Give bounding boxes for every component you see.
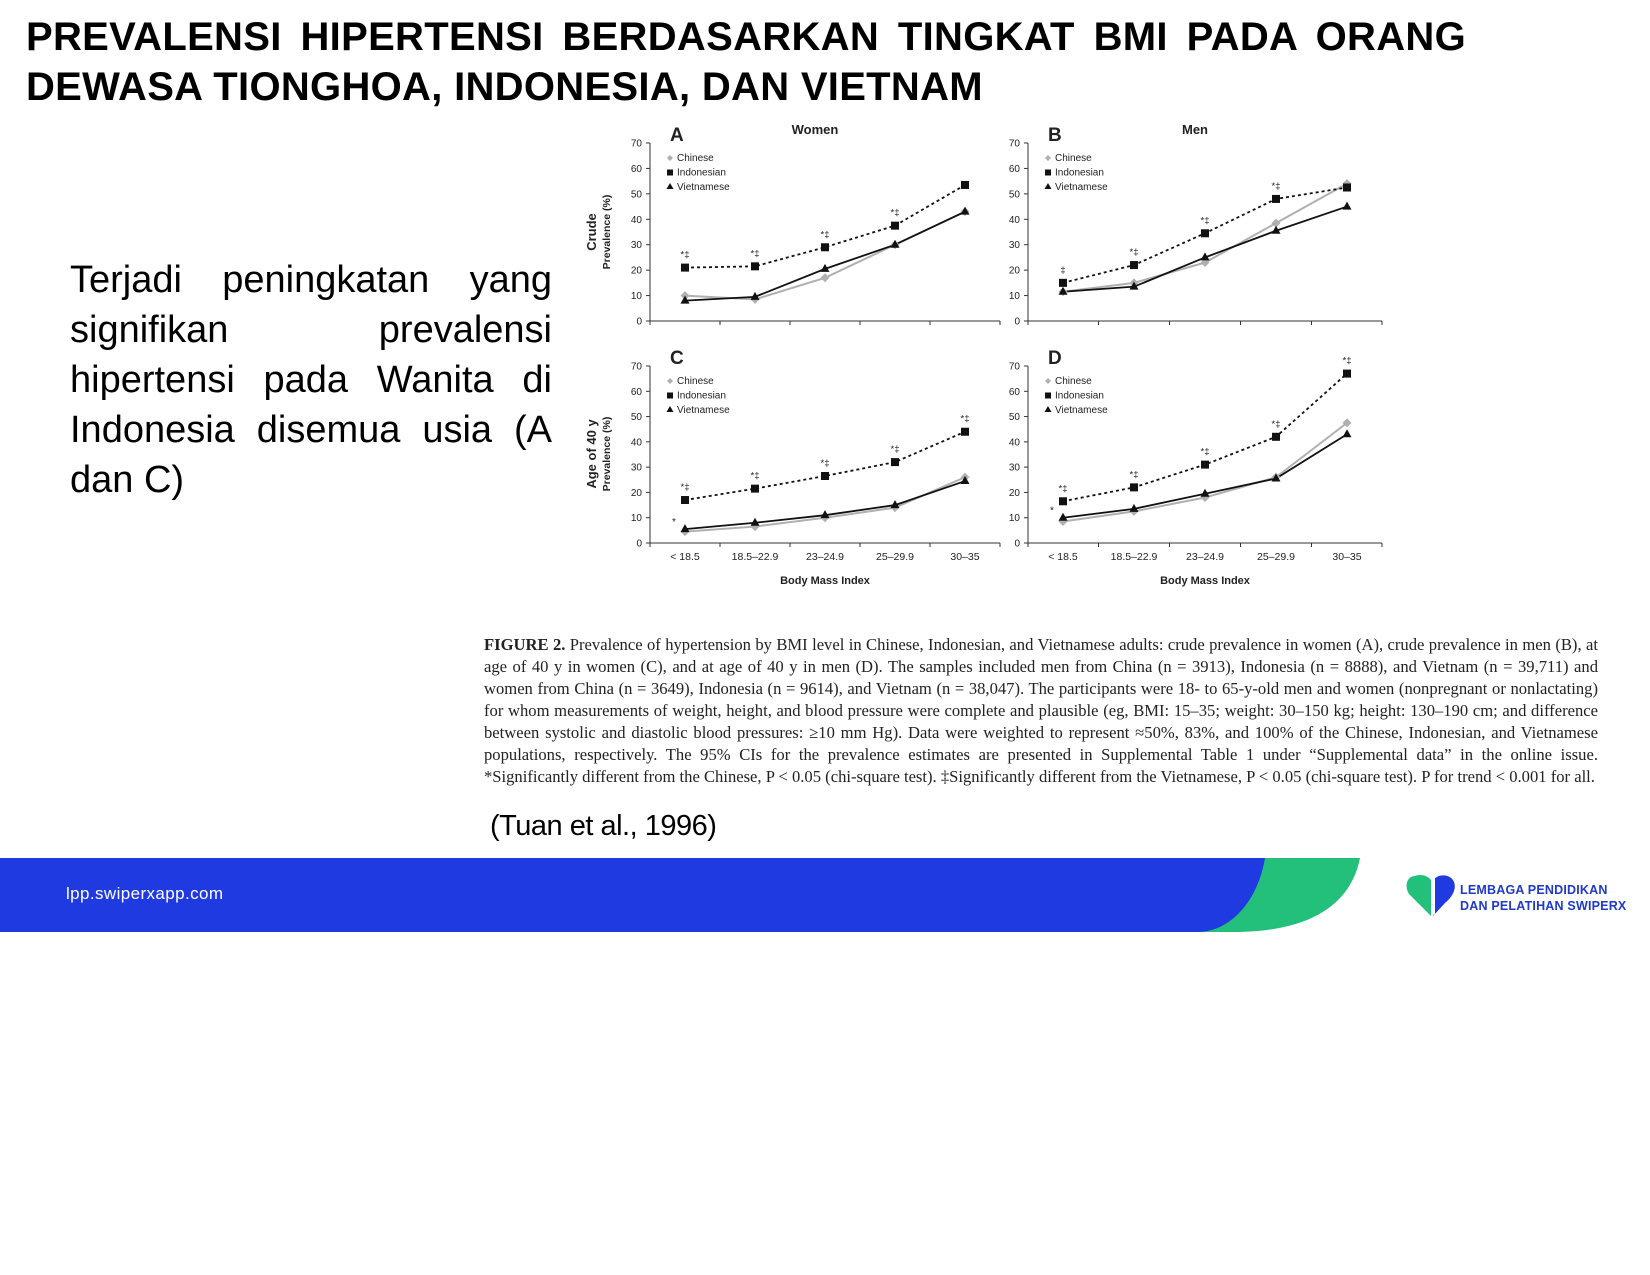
series-line-indonesian — [685, 185, 965, 268]
significance-mark: *‡ — [890, 444, 900, 456]
x-tick-label: < 18.5 — [1048, 551, 1078, 563]
y-tick-label: 70 — [630, 361, 642, 373]
body-text: Terjadi peningkatan yang signifikan prevalensi hipertensi pada Wanita di Indonesia disemua usia (A dan C) — [70, 259, 552, 501]
series-line-chinese — [1063, 184, 1347, 292]
org-line2: DAN PELATIHAN SWIPERX — [1460, 899, 1627, 913]
point-indonesian — [891, 458, 899, 466]
legend-marker-vietnamese — [1045, 183, 1052, 189]
x-tick-label: 30–35 — [950, 551, 980, 563]
row-label: Crude — [584, 213, 599, 251]
point-chinese — [821, 273, 830, 282]
citation: (Tuan et al., 1996) — [490, 810, 717, 842]
y-tick-label: 50 — [630, 189, 642, 201]
legend-marker-indonesian — [667, 170, 673, 176]
footer-url[interactable]: lpp.swiperxapp.com — [66, 884, 224, 903]
y-tick-label: 30 — [630, 462, 642, 474]
legend-marker-vietnamese — [667, 183, 674, 189]
significance-mark: *‡ — [1200, 215, 1210, 227]
heart-logo-icon — [1407, 875, 1431, 916]
y-tick-label: 10 — [630, 291, 642, 303]
y-tick-label: 60 — [630, 163, 642, 175]
y-tick-label: 20 — [630, 265, 642, 277]
legend-marker-chinese — [667, 378, 673, 384]
panel-letter: C — [670, 348, 684, 369]
legend-marker-indonesian — [1045, 170, 1051, 176]
y-tick-label: 70 — [1008, 361, 1020, 373]
significance-mark: *‡ — [1200, 446, 1210, 458]
legend-label: Chinese — [677, 376, 714, 387]
point-indonesian — [681, 496, 689, 504]
y-tick-label: 60 — [630, 386, 642, 398]
significance-mark: *‡ — [820, 457, 830, 469]
y-tick-label: 50 — [1008, 412, 1020, 424]
legend-marker-chinese — [1045, 155, 1051, 161]
series-line-vietnamese — [685, 212, 965, 301]
y-tick-label: 0 — [636, 316, 642, 328]
significance-mark: *‡ — [1129, 247, 1139, 259]
legend-label: Vietnamese — [1055, 182, 1108, 193]
point-indonesian — [821, 243, 829, 251]
panel-title: Women — [791, 122, 839, 137]
significance-mark: *‡ — [1342, 355, 1352, 367]
y-tick-label: 40 — [630, 437, 642, 449]
x-tick-label: 18.5–22.9 — [1110, 551, 1158, 563]
legend-label: Vietnamese — [677, 182, 730, 193]
x-tick-label: 23–24.9 — [1186, 551, 1224, 563]
x-tick-label: 23–24.9 — [806, 551, 844, 563]
org-name — [1460, 882, 1626, 914]
point-indonesian — [1130, 261, 1138, 269]
y-tick-label: 20 — [1008, 487, 1020, 499]
y-tick-label: 50 — [1008, 189, 1020, 201]
significance-mark: *‡ — [1271, 418, 1281, 430]
y-tick-label: 10 — [1008, 513, 1020, 525]
significance-mark: *‡ — [890, 207, 900, 219]
heart-logo-blue-icon — [1433, 875, 1455, 916]
y-tick-label: 30 — [630, 240, 642, 252]
point-indonesian — [1130, 483, 1138, 491]
y-tick-label: 30 — [1008, 240, 1020, 252]
significance-mark: *‡ — [680, 249, 690, 261]
point-indonesian — [1343, 184, 1351, 192]
point-indonesian — [1272, 433, 1280, 441]
x-axis-label: Body Mass Index — [780, 575, 870, 587]
y-tick-label: 0 — [1014, 538, 1020, 550]
series-line-chinese — [685, 212, 965, 300]
caption-label: FIGURE 2. — [484, 635, 566, 654]
y-tick-label: 30 — [1008, 462, 1020, 474]
y-tick-label: 60 — [1008, 163, 1020, 175]
hypertension-bmi-figure — [584, 118, 1480, 630]
point-indonesian — [961, 428, 969, 436]
panel-letter: A — [670, 125, 684, 146]
y-tick-label: 0 — [636, 538, 642, 550]
legend-label: Vietnamese — [1055, 405, 1108, 416]
legend-marker-indonesian — [667, 393, 673, 399]
panel-title: Men — [1182, 122, 1208, 137]
y-tick-label: 40 — [1008, 214, 1020, 226]
y-tick-label: 40 — [630, 214, 642, 226]
significance-mark: *‡ — [1129, 469, 1139, 481]
point-indonesian — [1059, 279, 1067, 287]
x-axis-label: Body Mass Index — [1160, 575, 1250, 587]
significance-mark: *‡ — [750, 248, 760, 260]
legend-label: Chinese — [1055, 153, 1092, 164]
y-tick-label: 20 — [630, 487, 642, 499]
point-indonesian — [1201, 229, 1209, 237]
significance-mark: *‡ — [820, 229, 830, 241]
point-indonesian — [751, 485, 759, 493]
page-title: PREVALENSI HIPERTENSI BERDASARKAN TINGKAT BMI PADA ORANG DEWASA TIONGHOA, INDONESIA, DAN VIETNAM — [26, 15, 1466, 109]
x-tick-label: 25–29.9 — [1257, 551, 1295, 563]
point-indonesian — [891, 222, 899, 230]
legend-marker-chinese — [1045, 378, 1051, 384]
x-tick-label: 18.5–22.9 — [731, 551, 779, 563]
significance-mark: *‡ — [750, 470, 760, 482]
legend-label: Chinese — [677, 153, 714, 164]
caption-text: Prevalence of hypertension by BMI level in Chinese, Indonesian, and Vietnamese adults: crude prevalence in women (A), crude prevalence in men (B), at age of 40 y in women (C), and at age of 40 y in men (D). The samples included men from China (n = 3913), Indonesia (n = 8888), and Vietnam (n = 39,711) and women from China (n = 3649), Indonesia (n = 9614), and Vietnam (n = 38,047). The participants were 18- to 65-y-old men and women (nonpregnant or nonlactating) for whom measurements of weight, height, and blood pressure were complete and plausible (eg, BMI: 15–35; weight: 30–150 kg; height: 130–190 cm; and difference between systolic and diastolic blood pressures: ≥10 mm Hg). Data were weighted to represent ≈50%, 83%, and 100% of the Chinese, Indonesian, and Vietnamese populations, respectively. The 95% CIs for the prevalence estimates are presented in Supplemental Table 1 under “Supplemental data” in the online issue. *Significantly different from the Chinese, P < 0.05 (chi-square test). ‡Significantly different from the Vietnamese, P < 0.05 (chi-square test). P for trend < 0.001 for all. — [484, 635, 1598, 786]
point-indonesian — [751, 262, 759, 270]
significance-mark: *‡ — [960, 413, 970, 425]
significance-mark: ‡ — [1060, 264, 1066, 276]
point-indonesian — [1201, 461, 1209, 469]
legend-label: Indonesian — [1055, 167, 1104, 179]
point-vietnamese — [1343, 202, 1352, 210]
y-tick-label: 20 — [1008, 265, 1020, 277]
legend-marker-chinese — [667, 155, 673, 161]
x-tick-label: 30–35 — [1332, 551, 1362, 563]
y-tick-label: 10 — [630, 513, 642, 525]
logo-divider-icon — [1431, 876, 1435, 916]
y-tick-label: 10 — [1008, 291, 1020, 303]
panel-letter: D — [1048, 348, 1062, 369]
y-tick-label: 60 — [1008, 386, 1020, 398]
series-line-indonesian — [1063, 374, 1347, 502]
legend-label: Indonesian — [1055, 390, 1104, 402]
x-tick-label: < 18.5 — [670, 551, 700, 563]
series-line-chinese — [1063, 423, 1347, 522]
significance-mark: *‡ — [680, 482, 690, 494]
significance-mark: * — [1050, 505, 1054, 517]
legend-label: Vietnamese — [677, 405, 730, 416]
legend-label: Chinese — [1055, 376, 1092, 387]
y-tick-label: 40 — [1008, 437, 1020, 449]
y-tick-label: 70 — [630, 138, 642, 150]
point-indonesian — [821, 472, 829, 480]
x-tick-label: 25–29.9 — [876, 551, 914, 563]
significance-mark: *‡ — [1058, 483, 1068, 495]
y-tick-label: 0 — [1014, 316, 1020, 328]
row-label-sub: Prevalence (%) — [601, 194, 613, 270]
point-indonesian — [1343, 370, 1351, 378]
legend-marker-vietnamese — [667, 406, 674, 412]
point-indonesian — [1059, 497, 1067, 505]
point-indonesian — [1272, 195, 1280, 203]
significance-mark: *‡ — [1271, 180, 1281, 192]
legend-label: Indonesian — [677, 167, 726, 179]
legend-marker-indonesian — [1045, 393, 1051, 399]
y-tick-label: 50 — [630, 412, 642, 424]
point-indonesian — [961, 181, 969, 189]
row-label-sub: Prevalence (%) — [601, 416, 613, 492]
org-line1: LEMBAGA PENDIDIKAN — [1460, 883, 1608, 897]
legend-label: Indonesian — [677, 390, 726, 402]
series-line-chinese — [685, 477, 965, 531]
legend-marker-vietnamese — [1045, 406, 1052, 412]
row-label: Age of 40 y — [584, 419, 599, 489]
footer-band — [0, 858, 1650, 932]
point-vietnamese — [1343, 429, 1352, 437]
point-indonesian — [681, 264, 689, 272]
y-tick-label: 70 — [1008, 138, 1020, 150]
panel-letter: B — [1048, 125, 1062, 146]
significance-mark: * — [672, 517, 676, 529]
figure-caption — [484, 634, 1598, 788]
